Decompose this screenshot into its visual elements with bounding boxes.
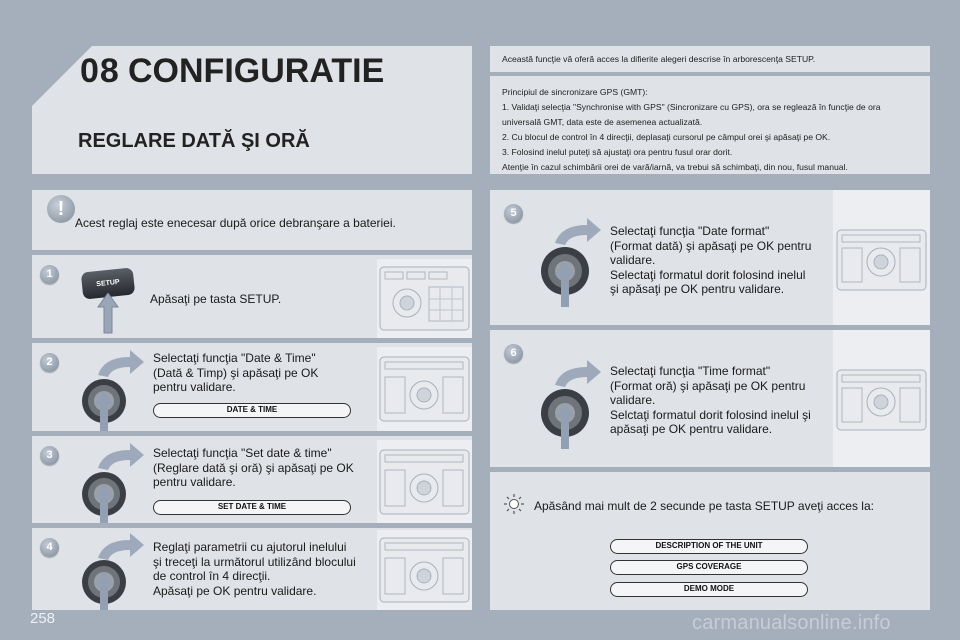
step-5-line-1: Selectaţi funcţia "Date format": [610, 224, 770, 238]
chapter-title: CONFIGURATIE: [128, 52, 385, 90]
intro-text: Această funcţie vă oferă acces la difierite alegeri descrise în arborescenţa SETUP.: [502, 54, 816, 64]
gps-line-1b: universală GMT, data este de asemenea actualizată.: [502, 117, 703, 127]
step-2-line-1: Selectaţi funcţia "Date & Time": [153, 351, 316, 365]
chapter-number: 08: [80, 52, 120, 90]
step-1-panel: [32, 255, 472, 338]
menu-item-demo-mode: DEMO MODE: [610, 582, 808, 597]
step-4-badge: 4: [40, 538, 59, 557]
warning-text: Acest reglaj este enecesar după orice debranşare a bateriei.: [75, 216, 396, 230]
step-3-line-2: (Reglare dată şi oră) şi apăsaţi pe OK: [153, 460, 354, 475]
gps-line-2: 2. Cu blocul de control în 4 direcţii, deplasaţi cursorul pe câmpul orei şi apăsaţi pe OK.: [502, 132, 831, 142]
step-5-line-5: şi apăsaţi pe OK pentru validare.: [610, 282, 785, 296]
step-5-badge: 5: [504, 204, 523, 223]
radio-unit-image: [377, 259, 472, 338]
gps-heading: Principiul de sincronizare GPS (GMT):: [502, 87, 648, 97]
warning-icon: !: [47, 195, 75, 223]
gps-info-panel: [490, 76, 930, 174]
control-knob-icon: [535, 357, 615, 449]
control-knob-icon: [78, 440, 158, 523]
control-knob-icon: [78, 530, 158, 610]
step-3-badge: 3: [40, 446, 59, 465]
step-3-panel: [32, 436, 472, 523]
step-5-line-3: validare.: [610, 253, 656, 267]
step-3-line-3: pentru validare.: [153, 475, 236, 489]
intro-panel: [490, 46, 930, 72]
control-knob-icon: [78, 347, 158, 431]
menu-item-description-of-the-unit: DESCRIPTION OF THE UNIT: [610, 539, 808, 554]
step-4-line-2: şi treceţi la următorul utilizând blocului: [153, 554, 356, 569]
step-2-line-3: pentru validare.: [153, 380, 236, 394]
gps-note: Atenţie în cazul schimbării orei de vară/iarnă, va trebui să schimbaţi, din nou, fusul manual.: [502, 162, 848, 172]
control-knob-icon: [535, 215, 615, 307]
step-6-badge: 6: [504, 344, 523, 363]
step-1-badge: 1: [40, 265, 59, 284]
warning-panel: [32, 190, 472, 250]
step-4-line-3: de control în 4 direcţii.: [153, 569, 271, 583]
step-5-panel: [490, 190, 930, 325]
step-2-badge: 2: [40, 353, 59, 372]
step-4-panel: [32, 528, 472, 610]
section-title: REGLARE DATĂ ŞI ORĂ: [78, 130, 310, 152]
radio-unit-image: [377, 347, 472, 431]
gps-line-1: 1. Validaţi selecţia "Synchronise with GPS" (Sincronizare cu GPS), ora se reglează în funcţie de ora: [502, 102, 881, 112]
tip-panel: [490, 472, 930, 610]
step-2-line-2: (Dată & Timp) şi apăsaţi pe OK: [153, 365, 319, 380]
step-5-line-2: (Format dată) şi apăsaţi pe OK pentru: [610, 238, 812, 253]
step-4-line-1: Reglaţi parametrii cu ajutorul inelului: [153, 540, 347, 554]
tip-text: Apăsând mai mult de 2 secunde pe tasta SETUP aveţi acces la:: [534, 499, 874, 513]
step-6-line-1: Selectaţi funcţia "Time format": [610, 364, 771, 378]
lightbulb-icon: [504, 494, 524, 514]
radio-unit-image: [833, 190, 930, 325]
menu-item-date-time: DATE & TIME: [153, 403, 351, 418]
radio-unit-image: [377, 440, 472, 523]
step-3-line-1: Selectaţi funcţia "Set date & time": [153, 446, 332, 460]
menu-item-set-date-time: SET DATE & TIME: [153, 500, 351, 515]
step-6-line-5: apăsaţi pe OK pentru validare.: [610, 422, 773, 436]
step-6-panel: [490, 330, 930, 467]
step-6-line-2: (Format oră) şi apăsaţi pe OK pentru: [610, 378, 806, 393]
watermark: carmanualsonline.info: [692, 612, 891, 634]
radio-unit-image: [377, 530, 472, 610]
step-1-text: Apăsaţi pe tasta SETUP.: [150, 292, 282, 306]
press-arrow-icon: [96, 293, 120, 335]
setup-key-label: SETUP: [96, 278, 120, 289]
step-6-line-3: validare.: [610, 393, 656, 407]
page-number: 258: [30, 610, 56, 627]
gps-line-3: 3. Folosind inelul puteţi să ajustaţi ora pentru fusul orar dorit.: [502, 147, 733, 157]
step-6-line-4: Selctaţi formatul dorit folosind inelul şi: [610, 407, 811, 422]
step-4-line-4: Apăsaţi pe OK pentru validare.: [153, 583, 317, 598]
step-5-line-4: Selectaţi formatul dorit folosind inelul: [610, 267, 806, 282]
radio-unit-image: [833, 330, 930, 467]
step-2-panel: [32, 343, 472, 431]
menu-item-gps-coverage: GPS COVERAGE: [610, 560, 808, 575]
